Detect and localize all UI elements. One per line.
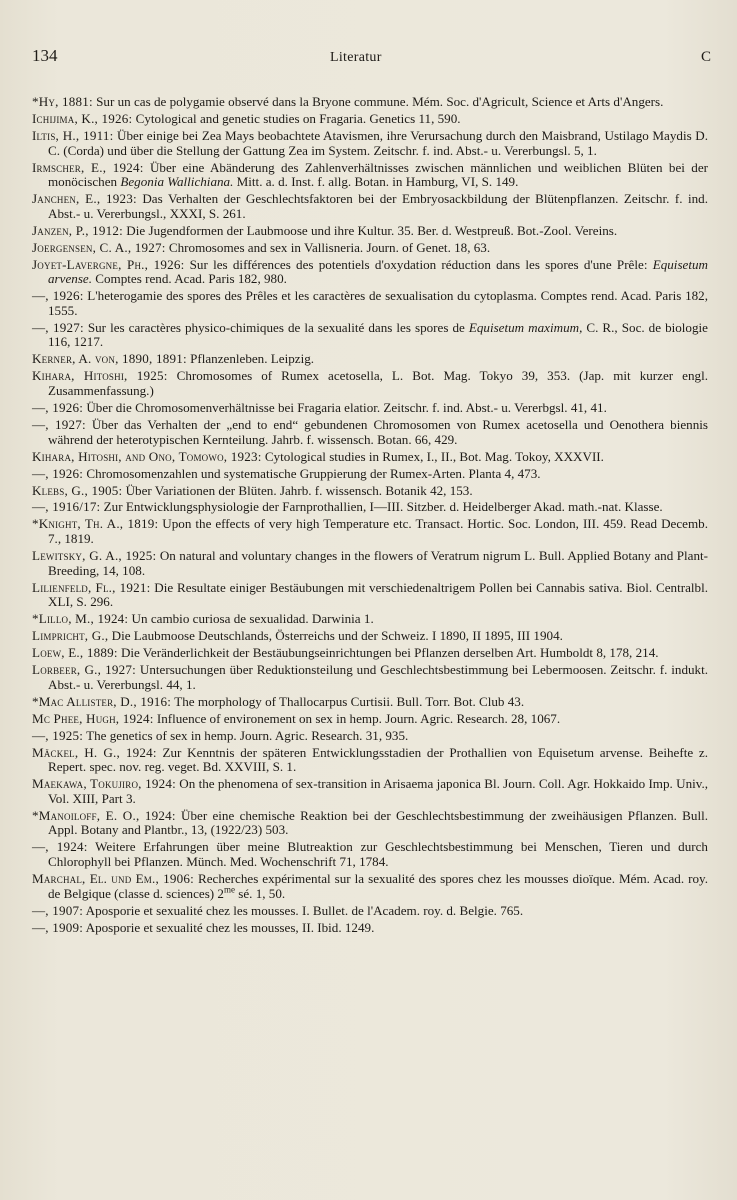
reference-text: Über eine Abänderung des Zahlenverhältnisses zwischen männlichen und weiblichen Blüten bei der monöcischen [48, 159, 708, 190]
reference-entry [32, 517, 708, 546]
reference-text: Aposporie et sexualité chez les mousses. I. Bullet. de l'Academ. roy. d. Belgie. 765. [83, 902, 524, 918]
reference-author: —, 1916/17: [32, 499, 101, 515]
reference-text: Die Veränderlichkeit der Bestäubungseinrichtungen bei Pflanzen derselben Art. Humboldt 8, 178, 214. [117, 645, 659, 661]
reference-author: *Hy, 1881: [32, 94, 93, 109]
reference-entry [32, 129, 708, 158]
reference-author: Klebs, G., 1905: [32, 482, 123, 498]
reference-author: Irmscher, E., 1924: [32, 159, 144, 175]
reference-author: —, 1927: [32, 319, 84, 335]
reference-entry [32, 484, 708, 499]
reference-italic-title: Equisetum maximum, [468, 319, 583, 335]
reference-text: Über einige bei Zea Mays beobachtete Atavismen, ihre Verursachung durch den Maisbrand, Ustilago Maydis D. C. (Corda) und über die Stellung der Gattung Zea im System. Zeitschr. f. ind. Abst.- u. Vererbungsl. 5, 1. [48, 127, 708, 158]
reference-author: Joergensen, C. A., 1927: [32, 239, 166, 255]
reference-text: Die Jugendformen der Laubmoose und ihre Kultur. 35. Ber. d. Westpreuß. Bot.-Zool. Vereins. [123, 222, 618, 238]
reference-author: Limpricht, G., [32, 628, 109, 644]
reference-entry [32, 112, 708, 127]
reference-entry [32, 809, 708, 838]
reference-entry [32, 95, 708, 110]
reference-text: Influence of environement on sex in hemp. Journ. Agric. Research. 28, 1067. [153, 710, 561, 726]
reference-author: —, 1926: [32, 465, 84, 481]
reference-entry [32, 612, 708, 627]
reference-text: Weitere Erfahrungen über meine Blutreaktion zur Geschlechtsbestimmung bei Menschen, Tieren und durch Chlorophyll bei Pflanzen. Münch. Med. Wochenschrift 71, 1784. [48, 839, 708, 870]
reference-entry [32, 904, 708, 919]
reference-entry [32, 401, 708, 416]
reference-author: Maekawa, Tokujiro, 1924: [32, 776, 176, 792]
reference-entry [32, 712, 708, 727]
reference-entry [32, 289, 708, 318]
reference-text: Cytological and genetic studies on Fragaria. Genetics 11, 590. [132, 110, 461, 126]
reference-text: Chromosomes of Rumex acetosella, L. Bot. Mag. Tokyo 39, 353. (Jap. mit kurzer engl. Zusammenfassung.) [48, 368, 708, 398]
reference-entry [32, 746, 708, 775]
reference-entry [32, 224, 708, 239]
reference-author: Kihara, Hitoshi, 1925: [32, 368, 168, 384]
reference-entry [32, 161, 708, 190]
reference-entry [32, 192, 708, 221]
reference-text: L'heterogamie des spores des Prêles et les caractères de sexualisation du cytoplasma. Comptes rend. Acad. Paris 182, 1555. [48, 288, 708, 318]
reference-author: *Lillo, M., 1924: [32, 611, 129, 627]
reference-text: Chromosomenzahlen und systematische Gruppierung der Rumex-Arten. Planta 4, 473. [83, 465, 541, 481]
reference-text: Zur Entwicklungsphysiologie der Farnprothallien, I—III. Sitzber. d. Heidelberger Akad. math.-nat. Klasse. [100, 499, 663, 515]
reference-text: Die Resultate einiger Bestäubungen mit verschiedenaltrigem Pollen bei Cannabis sativa. Biol. Centralbl. XLI, S. 296. [48, 579, 708, 610]
reference-author: Ichijima, K., 1926: [32, 110, 133, 126]
reference-text: Cytological studies in Rumex, I., II., Bot. Mag. Tokoy, XXXVII. [261, 448, 604, 464]
reference-text: Die Laubmoose Deutschlands, Österreichs und der Schweiz. I 1890, II 1895, III 1904. [108, 628, 563, 644]
reference-text: Sur les différences des potentiels d'oxydation réduction dans les spores d'une Prêle: [184, 256, 653, 272]
reference-text: Pflanzenleben. Leipzig. [186, 351, 315, 367]
reference-text: Untersuchungen über Reduktionsteilung und Geschlechtsbestimmung bei Lebermoosen. Zeitschr. f. indukt. Abst.- u. Vererbungsl. 44, 1. [48, 662, 709, 692]
reference-author: —, 1907: [32, 902, 84, 918]
reference-text: C. R., Soc. de biologie 116, 1217. [48, 319, 708, 350]
reference-entry [32, 629, 708, 644]
reference-text: The morphology of Thallocarpus Curtisii. Bull. Torr. Bot. Club 43. [171, 693, 525, 709]
reference-entry [32, 663, 708, 692]
reference-text: Upon the effects of very high Temperature etc. Transact. Hortic. Soc. London, III. 459. Read Decemb. 7., 1819. [48, 516, 708, 547]
reference-text: The genetics of sex in hemp. Journ. Agric. Research. 31, 935. [83, 727, 409, 743]
page-header [0, 46, 737, 70]
reference-author: —, 1909: [32, 919, 84, 935]
reference-entry [32, 840, 708, 869]
reference-entry [32, 467, 708, 482]
reference-text: Über das Verhalten der „end to end“ gebundenen Chromosomen von Rumex acetosella und Oenothera biennis während der heterotypischen Kernteilung. Jahrb. f. wissensch. Botan. 66, 429. [48, 416, 708, 447]
reference-text: Das Verhalten der Geschlechtsfaktoren bei der Embryosackbildung der Blütenpflanzen. Zeitschr. f. ind. Abst.- u. Vererbungsl., XXXI, S. 261. [48, 191, 708, 221]
reference-text: Recherches expérimental sur la sexualité des spores chez les mousses dioïque. Mém. Acad. roy. de Belgique (classe d. sciences) 2 [48, 871, 708, 901]
reference-italic-title: Begonia Wallichiana. [120, 174, 234, 190]
reference-entry [32, 369, 708, 398]
reference-author: *Manoiloff, E. O., 1924: [32, 807, 176, 823]
reference-author: Iltis, H., 1911: [32, 127, 114, 143]
reference-text: Aposporie et sexualité chez les mousses, II. Ibid. 1249. [83, 919, 375, 935]
reference-entry [32, 321, 708, 350]
reference-author: —, 1925: [32, 727, 84, 743]
reference-author: *Knight, Th. A., 1819: [32, 516, 159, 532]
signature-mark: C [700, 49, 711, 65]
reference-author: Lewitsky, G. A., 1925: [32, 548, 157, 564]
running-title: Literatur [330, 50, 382, 65]
reference-text: Über eine chemische Reaktion bei der Geschlechtsbestimmung der zweihäusigen Pflanzen. Bull. Appl. Botany and Plantbr., 13, (1922/23) 503. [48, 807, 709, 838]
reference-author: —, 1924: [32, 839, 88, 855]
reference-text: Über Variationen der Blüten. Jahrb. f. wissensch. Botanik 42, 153. [122, 482, 473, 498]
reference-author: Lilienfeld, Fl., 1921: [32, 579, 151, 595]
reference-entry [32, 777, 708, 806]
reference-text: Un cambio curiosa de sexualidad. Darwinia 1. [128, 611, 374, 627]
reference-entry [32, 729, 708, 744]
reference-superscript: me [223, 884, 235, 895]
reference-list [32, 95, 708, 938]
reference-italic-title: Equisetum arvense. [48, 256, 708, 287]
reference-author: Mäckel, H. G., 1924: [32, 744, 157, 760]
reference-entry [32, 581, 708, 610]
reference-entry [32, 241, 708, 256]
reference-text: Über die Chromosomenverhältnisse bei Fragaria elatior. Zeitschr. f. ind. Abst.- u. Vererbgsl. 41, 41. [83, 399, 607, 415]
reference-entry [32, 646, 708, 661]
reference-entry [32, 258, 708, 287]
reference-author: Mc Phee, Hugh, 1924: [32, 710, 154, 726]
reference-entry [32, 549, 708, 578]
reference-author: —, 1927: [32, 416, 86, 432]
reference-author: —, 1926: [32, 288, 84, 304]
reference-entry [32, 450, 708, 465]
reference-author: Lorbeer, G., 1927: [32, 662, 136, 678]
reference-text: On the phenomena of sex-transition in Arisaema japonica Bl. Journ. Coll. Agr. Hokkaido Imp. Univ., Vol. XIII, Part 3. [48, 776, 708, 806]
reference-text: Sur un cas de polygamie observé dans la Bryone commune. Mém. Soc. d'Agricult, Science et Arts d'Angers. [92, 94, 664, 109]
reference-author: Kihara, Hitoshi, and Ono, Tomowo, 1923: [32, 448, 262, 464]
reference-text: Sur les caractères physico-chimiques de la sexualité dans les spores de [83, 319, 469, 335]
reference-author: Janchen, E., 1923: [32, 191, 137, 207]
page-number: 134 [32, 46, 58, 65]
reference-entry [32, 352, 708, 367]
reference-author: Janzen, P., 1912: [32, 222, 124, 238]
reference-author: —, 1926: [32, 399, 84, 415]
reference-entry [32, 418, 708, 447]
reference-entry [32, 921, 708, 936]
reference-author: Loew, E., 1889: [32, 645, 118, 661]
reference-text: Comptes rend. Acad. Paris 182, 980. [92, 271, 287, 287]
reference-author: *Mac Allister, D., 1916: [32, 693, 172, 709]
reference-text: On natural and voluntary changes in the flowers of Veratrum nigrum L. Bull. Applied Botany and Plant-Breeding, 14, 108. [48, 548, 708, 578]
reference-author: Joyet-Lavergne, Ph., 1926: [32, 256, 185, 272]
reference-author: Kerner, A. von, 1890, 1891: [32, 351, 187, 367]
reference-text: Zur Kenntnis der späteren Entwicklungsstadien der Prothallien von Equisetum arvense. Beihefte z. Repert. spec. nov. reg. veget. Bd. XXVIII, S. 1. [48, 744, 708, 775]
reference-text: sé. 1, 50. [234, 885, 286, 901]
reference-text: Chromosomes and sex in Vallisneria. Journ. of Genet. 18, 63. [165, 239, 491, 255]
reference-author: Marchal, El. und Em., 1906: [32, 871, 194, 886]
reference-entry [32, 695, 708, 710]
reference-entry [32, 872, 708, 901]
reference-text: Mitt. a. d. Inst. f. allg. Botan. in Hamburg, VI, S. 149. [233, 174, 519, 190]
reference-entry [32, 500, 708, 515]
